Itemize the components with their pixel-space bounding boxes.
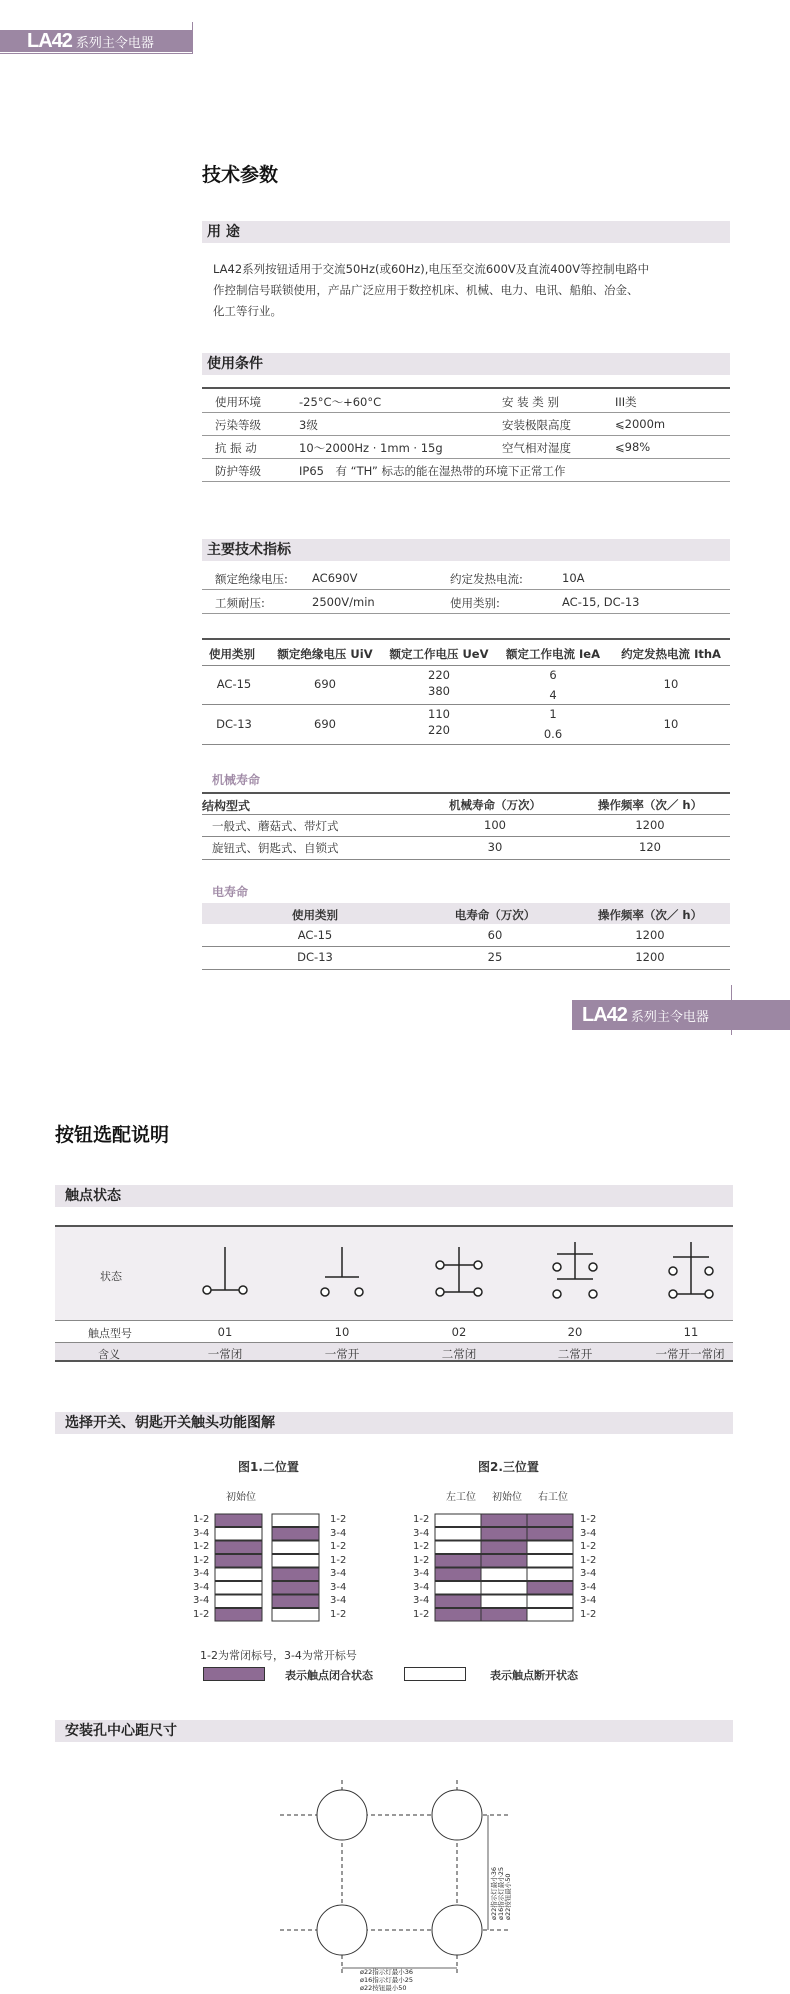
contact-terminal-label: 3-4: [330, 1581, 347, 1593]
mount-hole: [432, 1905, 482, 1955]
contact-closed-cell: [481, 1514, 527, 1527]
dim-h-label: ø16指示灯最小25: [360, 1976, 414, 1984]
elec-header: 电寿命（万次）: [454, 908, 536, 922]
usage-line-2: 作控制信号联锁使用，产品广泛应用于数控机床、机械、电力、电讯、船舶、冶金、: [213, 283, 639, 297]
contact-open-cell: [272, 1555, 319, 1568]
spec-header: 额定工作电压 UeV: [389, 647, 489, 661]
brand-model: LA42: [27, 29, 72, 52]
contact-open-cell: [481, 1582, 527, 1595]
spec-key: 使用类别:: [450, 596, 500, 610]
contact-model: 10: [334, 1325, 350, 1339]
contact-open-cell: [481, 1568, 527, 1581]
spec-cell-ith: 10: [663, 717, 679, 731]
legend-closed-text: 表示触点闭合状态: [285, 1669, 373, 1682]
spec-cell-cat: AC-15: [216, 677, 252, 691]
contact-model: 11: [683, 1325, 699, 1339]
brand-model: LA42: [582, 1003, 627, 1026]
spec-cell-ie: 4: [549, 688, 557, 702]
contact-symbol-02: [436, 1247, 482, 1296]
elec-cell: 1200: [635, 928, 665, 942]
spec-cell-ui: 690: [314, 717, 336, 731]
contact-open-cell: [215, 1595, 262, 1608]
contact-terminal-label: 1-2: [413, 1554, 430, 1566]
spec-header: 额定工作电流 IeA: [506, 647, 600, 661]
contact-open-cell: [215, 1582, 262, 1595]
main-spec-row: [202, 591, 730, 614]
mech-header: 操作频率（次／ h）: [597, 798, 703, 812]
conditions-section-bar: 使用条件: [202, 353, 730, 375]
mech-table-rule: [202, 814, 730, 815]
hole-section-bar: 安装孔中心距尺寸: [55, 1720, 733, 1742]
contact-open-cell: [215, 1528, 262, 1541]
mech-header: 机械寿命（万次）: [449, 798, 541, 812]
cond-value: III类: [615, 395, 637, 409]
mount-hole: [317, 1790, 367, 1840]
usage-line-3: 化工等行业。: [213, 304, 282, 318]
contact-closed-cell: [272, 1528, 319, 1541]
spec-cell-ue: 220: [428, 723, 450, 737]
contact-closed-cell: [527, 1582, 573, 1595]
cond-key: 空气相对湿度: [502, 441, 571, 455]
contact-terminal-label: 1-2: [330, 1541, 347, 1552]
spec-header: 使用类别: [209, 647, 255, 661]
dim-h-label: ø22指示灯最小36: [360, 1968, 414, 1976]
cond-value: 3级: [299, 418, 318, 432]
contact-open-cell: [481, 1595, 527, 1608]
elec-cell: 60: [487, 928, 503, 942]
contact-terminal-label: 3-4: [330, 1527, 347, 1539]
contact-closed-cell: [481, 1609, 527, 1622]
mech-cell: 120: [639, 840, 661, 854]
usage-line-1: LA42系列按钮适用于交流50Hz(或60Hz),电压至交流600V及直流400V等控制电路中: [213, 262, 650, 276]
usage-section-bar: 用 途: [202, 221, 730, 243]
contact-open-cell: [272, 1514, 319, 1527]
condition-row: [202, 413, 730, 436]
elec-table-rule: [202, 969, 730, 970]
cond-key: 防护等级: [215, 464, 261, 478]
fig2-title: 图2.三位置: [478, 1460, 539, 1474]
contact-symbol-01: [203, 1247, 247, 1294]
main-spec-row: [202, 567, 730, 590]
cond-key: 安装极限高度: [502, 418, 571, 432]
spec-cell-ie: 0.6: [543, 727, 563, 741]
spec-value: 10A: [562, 571, 585, 585]
mech-cell: 100: [484, 818, 506, 832]
contact-closed-cell: [215, 1541, 262, 1554]
contact-terminal-label: 1-2: [330, 1608, 347, 1620]
button-title: 按钮选配说明: [55, 1124, 170, 1146]
cond-key: 安 装 类 别: [502, 395, 559, 409]
contact-open-cell: [272, 1541, 319, 1554]
cond-value: 10～2000Hz · 1mm · 15g: [299, 441, 443, 455]
contact-symbol-20: [553, 1242, 597, 1298]
meaning-band: [55, 1342, 733, 1362]
spec-key: 额定绝缘电压:: [215, 572, 288, 586]
header-frame-line: [0, 53, 193, 54]
model-label: 触点型号: [88, 1327, 132, 1340]
header-brand-tab: [0, 30, 192, 52]
mech-header: 结构型式: [202, 799, 251, 813]
cond-value: ⩽98%: [615, 440, 651, 454]
fig2-col-label: 初始位: [492, 1492, 522, 1503]
contact-terminal-label: 3-4: [413, 1527, 430, 1539]
mech-table-top-rule: [202, 792, 730, 794]
contact-terminal-label: 1-2: [193, 1554, 210, 1566]
contact-closed-cell: [481, 1528, 527, 1541]
switch-note: 1-2为常闭标号，3-4为常开标号: [200, 1649, 357, 1662]
contact-closed-cell: [435, 1568, 481, 1581]
spec-cell-ue: 380: [428, 684, 450, 698]
contact-closed-cell: [215, 1514, 262, 1527]
spec-table-rule: [202, 704, 730, 705]
contact-terminal-label: 3-4: [413, 1581, 430, 1593]
contact-terminal-label: 1-2: [330, 1514, 347, 1525]
contact-terminal-label: 1-2: [413, 1608, 430, 1620]
contact-symbol-11: [669, 1242, 713, 1298]
spec-table-top-rule: [202, 638, 730, 640]
legend-open-swatch: [404, 1667, 466, 1681]
contact-model: 01: [217, 1325, 233, 1339]
brand-series: 系列主令电器: [630, 1009, 709, 1025]
contact-open-cell: [435, 1541, 481, 1554]
contact-terminal-label: 3-4: [193, 1527, 210, 1539]
elec-cell: DC-13: [297, 950, 333, 964]
cond-value: -25°C～+60°C: [299, 395, 382, 409]
cond-key: 使用环境: [215, 395, 261, 409]
fig1-grid: [215, 1514, 319, 1621]
spec-header: 额定绝缘电压 UiV: [277, 647, 373, 661]
contact-terminal-label: 3-4: [330, 1568, 347, 1579]
switch-section-bar: 选择开关、钥匙开关触头功能图解: [55, 1412, 733, 1434]
contact-closed-cell: [527, 1514, 573, 1527]
mech-cell: 旋钮式、钥匙式、自锁式: [212, 841, 339, 855]
contact-closed-cell: [435, 1595, 481, 1608]
spec-value: AC690V: [312, 571, 358, 585]
contact-meaning: 一常开: [324, 1347, 360, 1361]
mech-cell: 1200: [635, 818, 665, 832]
contact-open-cell: [435, 1582, 481, 1595]
cond-key: 污染等级: [215, 418, 261, 432]
contact-closed-cell: [527, 1528, 573, 1541]
dim-v-label: ø16指示灯最小25: [497, 1866, 505, 1920]
cond-value: IP65 有 “TH” 标志的能在湿热带的环境下正常工作: [299, 464, 566, 478]
spec-value: AC-15, DC-13: [562, 595, 640, 609]
contact-open-cell: [527, 1555, 573, 1568]
contact-open-cell: [435, 1514, 481, 1527]
contact-terminal-label: 1-2: [580, 1608, 597, 1620]
contact-terminal-label: 3-4: [580, 1595, 597, 1606]
contact-meaning: 一常闭: [207, 1347, 243, 1361]
main-spec-section-bar: 主要技术指标: [202, 539, 730, 561]
legend-open-text: 表示触点断开状态: [490, 1669, 578, 1682]
contact-terminal-label: 1-2: [193, 1514, 210, 1525]
contact-closed-cell: [435, 1555, 481, 1568]
contact-symbols: [55, 1227, 733, 1320]
contact-symbol-10: [321, 1247, 363, 1296]
contact-terminal-label: 3-4: [580, 1568, 597, 1579]
elec-header: 操作频率（次／ h）: [597, 908, 703, 922]
header-frame-vline: [192, 22, 193, 54]
contact-section-bar: 触点状态: [55, 1185, 733, 1207]
spec-cell-ue: 220: [428, 668, 450, 682]
contact-model: 20: [567, 1325, 583, 1339]
contact-terminal-label: 3-4: [580, 1527, 597, 1539]
elec-cell: 25: [487, 950, 503, 964]
elec-cell: AC-15: [297, 928, 333, 942]
contact-terminal-label: 3-4: [413, 1595, 430, 1606]
condition-row: [202, 436, 730, 459]
mech-life-label: 机械寿命: [212, 773, 261, 787]
dim-v-label: ø22按钮最小50: [504, 1873, 512, 1920]
fig2-col-label: 左工位: [446, 1492, 476, 1503]
hole-diagram: [270, 1760, 560, 1994]
mid-brand-tab: [572, 1000, 790, 1030]
fig1-title: 图1.二位置: [238, 1460, 299, 1474]
contact-terminal-label: 1-2: [413, 1514, 430, 1525]
condition-row: [202, 459, 730, 482]
spec-key: 工频耐压:: [215, 596, 265, 610]
contact-terminal-label: 3-4: [193, 1595, 210, 1606]
mech-table-rule: [202, 836, 730, 837]
mech-cell: 30: [487, 840, 503, 854]
brand-series: 系列主令电器: [75, 35, 154, 51]
contact-table-rule: [55, 1320, 733, 1321]
tech-title: 技术参数: [202, 164, 279, 186]
contact-meaning: 二常开: [557, 1347, 593, 1361]
fig2-col-label: 右工位: [538, 1492, 568, 1503]
dim-v-label: ø22指示灯最小36: [490, 1866, 498, 1920]
contact-closed-cell: [215, 1555, 262, 1568]
spec-key: 约定发热电流:: [450, 572, 523, 586]
contact-terminal-label: 3-4: [580, 1581, 597, 1593]
contact-terminal-label: 1-2: [193, 1541, 210, 1552]
switch-grids: [0, 1510, 790, 1630]
state-label: 状态: [100, 1270, 122, 1283]
contact-closed-cell: [272, 1582, 319, 1595]
cond-key: 抗 振 动: [215, 441, 257, 455]
contact-meaning: 二常闭: [441, 1347, 477, 1361]
spec-table-rule: [202, 665, 730, 666]
spec-table-rule: [202, 744, 730, 745]
contact-terminal-label: 1-2: [580, 1514, 597, 1525]
contact-terminal-label: 3-4: [413, 1568, 430, 1579]
spec-cell-ui: 690: [314, 677, 336, 691]
contact-terminal-label: 1-2: [580, 1554, 597, 1566]
elec-life-label: 电寿命: [212, 885, 249, 899]
elec-table-rule: [202, 946, 730, 947]
spec-value: 2500V/min: [312, 595, 375, 609]
spec-header: 约定发热电流 IthA: [621, 647, 721, 661]
cond-value: ⩽2000m: [615, 417, 666, 431]
spec-cell-ie: 1: [549, 707, 557, 721]
spec-cell-ie: 6: [549, 668, 557, 682]
legend-closed-swatch: [203, 1667, 265, 1681]
spec-cell-ue: 110: [428, 707, 450, 721]
conditions-top-rule: [202, 387, 730, 389]
contact-terminal-label: 1-2: [193, 1608, 210, 1620]
contact-closed-cell: [215, 1609, 262, 1622]
contact-open-cell: [272, 1609, 319, 1622]
contact-model: 02: [451, 1325, 467, 1339]
spec-cell-cat: DC-13: [216, 717, 252, 731]
contact-closed-cell: [435, 1609, 481, 1622]
contact-open-cell: [527, 1541, 573, 1554]
spec-cell-ith: 10: [663, 677, 679, 691]
contact-terminal-label: 1-2: [580, 1541, 597, 1552]
contact-open-cell: [527, 1609, 573, 1622]
mech-cell: 一般式、蘑菇式、带灯式: [212, 819, 339, 833]
dim-h-label: ø22按钮最小50: [360, 1984, 407, 1992]
contact-meaning: 一常开一常闭: [655, 1347, 725, 1361]
fig2-grid: [435, 1514, 573, 1621]
contact-terminal-label: 3-4: [193, 1581, 210, 1593]
contact-closed-cell: [481, 1555, 527, 1568]
fig1-col-label: 初始位: [226, 1492, 256, 1503]
contact-open-cell: [527, 1595, 573, 1608]
contact-closed-cell: [481, 1541, 527, 1554]
condition-row: [202, 390, 730, 413]
meaning-label: 含义: [98, 1348, 120, 1361]
contact-open-cell: [527, 1568, 573, 1581]
contact-terminal-label: 3-4: [193, 1568, 210, 1579]
mount-hole: [432, 1790, 482, 1840]
mount-hole: [317, 1905, 367, 1955]
contact-open-cell: [435, 1528, 481, 1541]
mech-table-rule: [202, 859, 730, 860]
elec-header: 使用类别: [292, 908, 338, 922]
contact-closed-cell: [272, 1595, 319, 1608]
contact-terminal-label: 1-2: [413, 1541, 430, 1552]
contact-closed-cell: [272, 1568, 319, 1581]
contact-open-cell: [215, 1568, 262, 1581]
contact-terminal-label: 1-2: [330, 1554, 347, 1566]
contact-terminal-label: 3-4: [330, 1595, 347, 1606]
elec-cell: 1200: [635, 950, 665, 964]
